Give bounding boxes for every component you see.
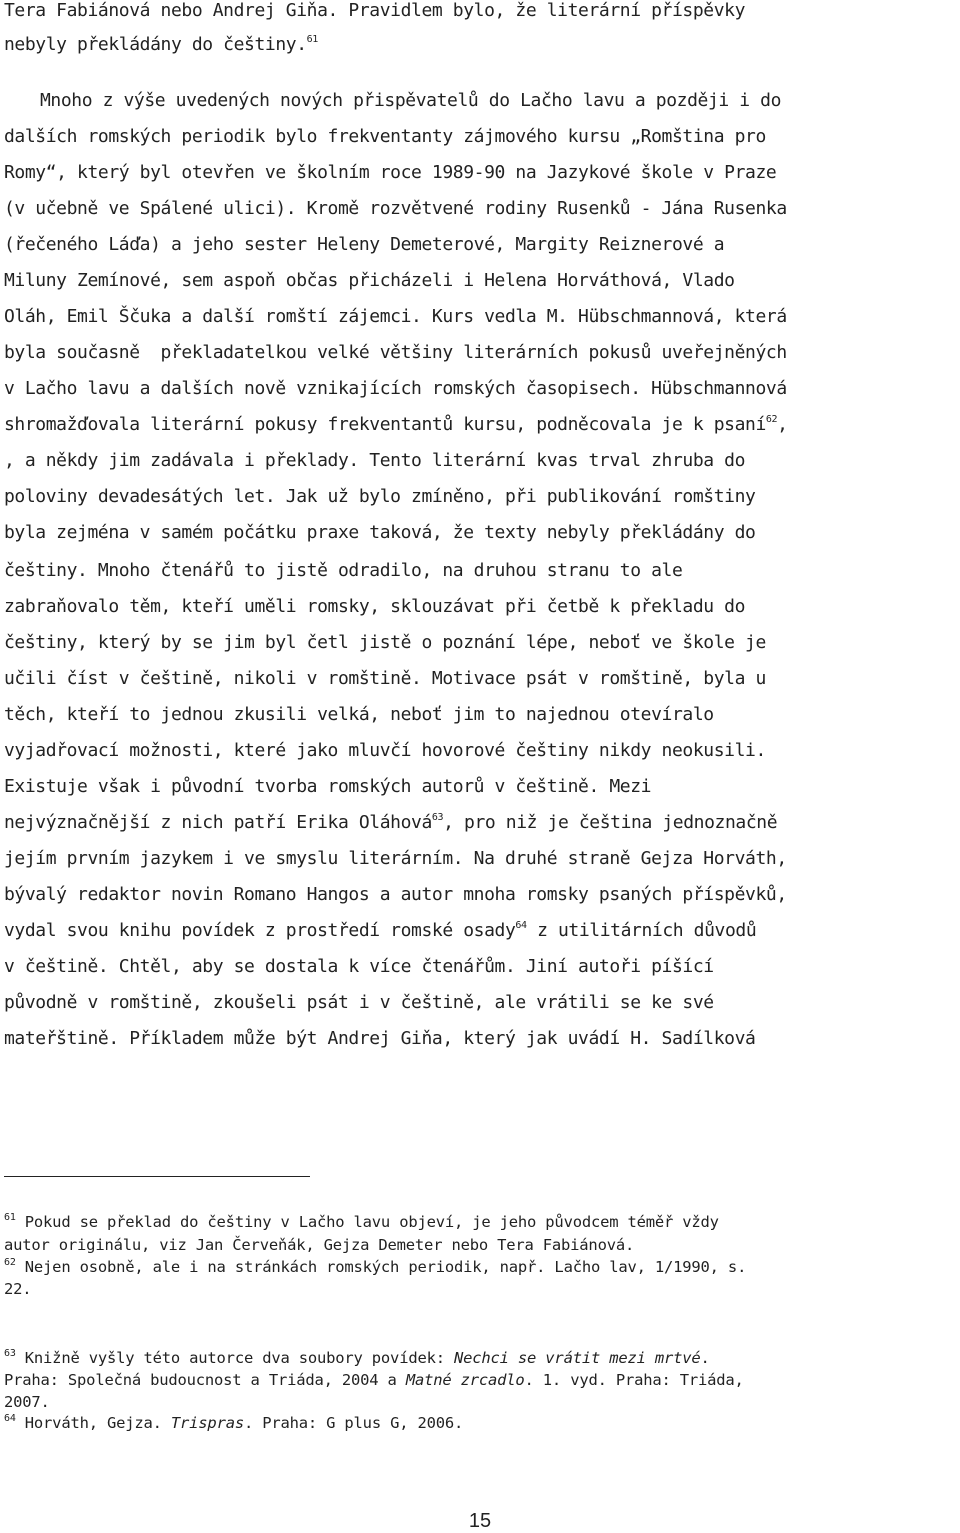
body-line-1: Tera Fabiánová nebo Andrej Giňa. Pravidlem bylo, že literární příspěvky [4,0,746,21]
body-line-3: Mnoho z výše uvedených nových přispěvatelů do Lačho lavu a později i do [40,90,782,111]
body-line-21: vyjadřovací možnosti, které jako mluvčí hovorové češtiny nikdy neokusili. [4,740,766,761]
body-line-26-tail: z utilitárních důvodů [526,920,757,941]
footnote-ref-61: 61 [306,34,318,45]
body-line-2-text: nebyly překládány do češtiny. [4,34,307,55]
body-line-13 [4,450,745,472]
footnote-64-title: Trispras [170,1414,244,1432]
body-line-12-text: shromažďovala literární pokusy frekventantů kursu, podněcovala je k psaní [4,414,766,435]
footnote-separator [4,1176,310,1177]
footnote-62-line-1 [4,1257,746,1277]
body-line-23-text: nejvýznačnější z nich patří Erika Oláhová [4,812,432,833]
footnote-64-text-1b: . Praha: G plus G, 2006. [243,1414,464,1432]
footnote-63-line-3: 2007. [4,1393,50,1411]
body-line-8: Miluny Zemínové, sem aspoň občas přicházeli i Helena Horváthová, Vlado [4,270,735,291]
footnote-63-title-1: Nechci se vrátit mezi mrtvé [453,1349,701,1367]
body-line-11: v Lačho lavu a dalších nově vznikajících romských časopisech. Hübschmannová [4,378,787,399]
footnote-61-mark: 61 [4,1212,16,1223]
footnote-63-text-2: Praha: Společná budoucnost a Triáda, 2004 a [4,1371,406,1389]
footnote-63-title-2: Matné zrcadlo [405,1371,525,1389]
footnote-63-line-1 [4,1348,710,1368]
footnote-62-line-2: 22. [4,1280,32,1298]
footnote-64-mark: 64 [4,1413,16,1424]
body-line-7: (řečeného Láďa) a jeho sester Heleny Demeterové, Margity Reiznerové a [4,234,725,255]
body-line-12 [4,414,788,436]
footnote-61-text-1: Pokud se překlad do češtiny v Lačho lavu objeví, je jeho původcem téměř vždy [15,1213,719,1231]
body-line-9: Oláh, Emil Ščuka a další romští zájemci. Kurs vedla M. Hübschmannová, která [4,306,787,327]
body-line-2 [4,34,318,56]
footnote-63-mark: 63 [4,1348,16,1359]
body-line-4: dalších romských periodik bylo frekventanty zájmového kursu „Romština pro [4,126,766,147]
body-line-14: poloviny devadesátých let. Jak už bylo zmíněno, při publikování romštiny [4,486,756,507]
footnote-62-mark: 62 [4,1257,16,1268]
footnote-63-text-1: Knižně vyšly této autorce dva soubory povídek: [15,1349,454,1367]
footnote-63-text-1b: . [700,1349,710,1367]
footnote-62-text-1: Nejen osobně, ale i na stránkách romských periodik, např. Lačho lav, 1/1990, s. [15,1258,747,1276]
footnote-ref-64: 64 [515,920,527,931]
body-line-28: původně v romštině, zkoušeli psát i v češtině, ale vrátili se ke své [4,992,714,1013]
body-line-16: češtiny. Mnoho čtenářů to jistě odradilo, na druhou stranu to ale [4,560,683,581]
footnote-64-line-1 [4,1413,463,1433]
footnote-61-line-2: autor originálu, viz Jan Červeňák, Gejza Demeter nebo Tera Fabiánová. [4,1236,635,1254]
body-line-23 [4,812,777,834]
body-line-24: jejím prvním jazykem i ve smyslu literárním. Na druhé straně Gejza Horváth, [4,848,787,869]
body-line-10: byla současně překladatelkou velké většiny literárních pokusů uveřejněných [4,342,787,363]
body-line-19: učili číst v češtině, nikoli v romštině. Motivace psát v romštině, byla u [4,668,766,689]
footnote-61-line-1 [4,1212,719,1232]
body-line-23-tail: , pro niž je čeština jednoznačně [443,812,778,833]
body-line-22: Existuje však i původní tvorba romských autorů v češtině. Mezi [4,776,652,797]
body-line-27: v češtině. Chtěl, aby se dostala k více čtenářům. Jiní autoři píšící [4,956,714,977]
body-line-15: byla zejména v samém počátku praxe taková, že texty nebyly překládány do [4,522,756,543]
body-line-26-text: vydal svou knihu povídek z prostředí romské osady [4,920,516,941]
body-line-6: (v učebně ve Spálené ulici). Kromě rozvětvené rodiny Rusenků - Jána Rusenka [4,198,787,219]
footnote-63-line-2 [4,1370,744,1390]
body-line-5: Romy“, který byl otevřen ve školním roce 1989-90 na Jazykové škole v Praze [4,162,777,183]
body-line-18: češtiny, který by se jim byl četl jistě o poznání lépe, neboť ve škole je [4,632,766,653]
body-line-29: mateřštině. Příkladem může být Andrej Giňa, který jak uvádí H. Sadílková [4,1028,756,1049]
footnote-64-text-1: Horváth, Gejza. [15,1414,171,1432]
page-number: 15 [468,1510,492,1532]
footnote-ref-62: 62 [765,414,778,425]
body-line-17: zabraňovalo těm, kteří uměli romsky, sklouzávat při četbě k překladu do [4,596,746,617]
footnote-63-text-2b: . 1. vyd. Praha: Triáda, [524,1371,744,1389]
body-line-25: bývalý redaktor novin Romano Hangos a autor mnoha romsky psaných příspěvků, [4,884,787,905]
body-line-13-text: , a někdy jim zadávala i překlady. Tento literární kvas trval zhruba do [4,450,746,471]
body-line-12-tail: , [777,414,788,435]
body-line-26 [4,920,756,942]
footnote-ref-63: 63 [431,812,444,823]
body-line-20: těch, kteří to jednou zkusili velká, neboť jim to najednou otevíralo [4,704,714,725]
